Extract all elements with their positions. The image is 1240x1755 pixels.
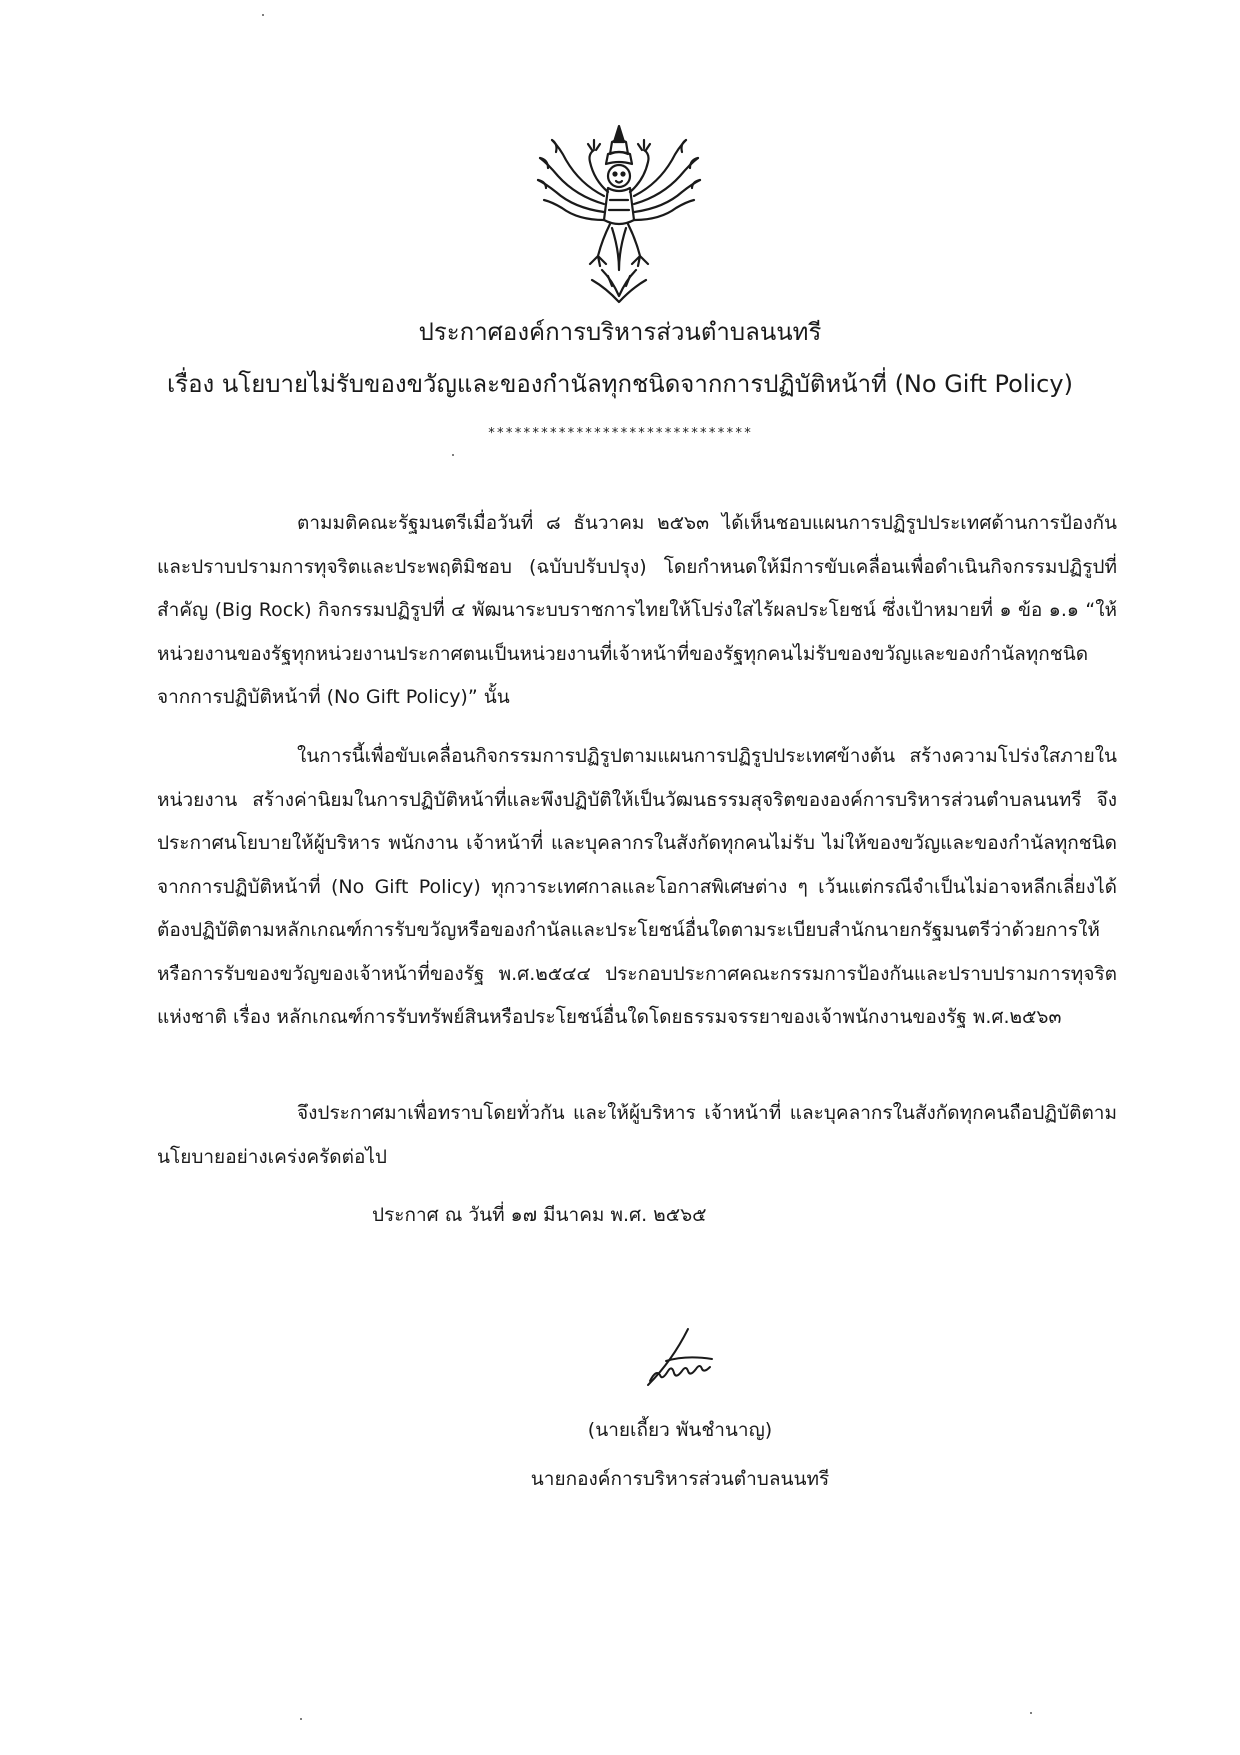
body-paragraph-2: ในการนี้เพื่อขับเคลื่อนกิจกรรมการปฏิรูปตามแผนการปฏิรูปประเทศข้างต้น สร้างความโปร่งใสภายในหน่วยงาน สร้างค่านิยมในการปฏิบัติหน้าที่และพึงปฏิบัติให้เป็นวัฒนธรรมสุจริตขององค์การบริหารส่วนตำบลนนทรี จึงประกาศนโยบายให้ผู้บริหาร พนักงาน เจ้าหน้าที่ และบุคลากรในสังกัดทุกคนไม่รับ ไม่ให้ของขวัญและของกำนัลทุกชนิดจากการปฏิบัติหน้าที่ (No Gift Policy) ทุกวาระเทศกาลและโอกาสพิเศษต่าง ๆ เว้นแต่กรณีจำเป็นไม่อาจหลีกเลี่ยงได้ ต้องปฏิบัติตามหลักเกณฑ์การรับขวัญหรือของกำนัลและประโยชน์อื่นใดตามระเบียบสำนักนายกรัฐมนตรีว่าด้วยการให้หรือการรับของขวัญของเจ้าหน้าที่ของรัฐ พ.ศ.๒๕๔๔ ประกอบประกาศคณะกรรมการป้องกันและปราบปรามการทุจริตแห่งชาติ เรื่อง หลักเกณฑ์การรับทรัพย์สินหรือประโยชน์อื่นใดโดยธรรมจรรยาของเจ้าพนักงานของรัฐ พ.ศ.๒๕๖๓ xyxy=(157,745,1117,1028)
scan-speck xyxy=(1030,1712,1032,1714)
handwritten-signature xyxy=(630,1325,730,1395)
title-separator: ****************************** xyxy=(487,426,753,441)
scan-speck xyxy=(452,454,454,456)
signatory-name: (นายเถี้ยว พันชำนาญ) xyxy=(587,1419,773,1441)
signatory-position: นายกองค์การบริหารส่วนตำบลนนทรี xyxy=(530,1468,830,1490)
garuda-emblem-icon xyxy=(532,120,707,305)
body-paragraph-3: จึงประกาศมาเพื่อทราบโดยทั่วกัน และให้ผู้บริหาร เจ้าหน้าที่ และบุคลากรในสังกัดทุกคนถือปฏิบัติตามนโยบายอย่างเคร่งครัดต่อไป xyxy=(157,1102,1117,1168)
announcement-title: ประกาศองค์การบริหารส่วนตำบลนนทรี xyxy=(418,318,822,346)
announcement-date: ประกาศ ณ วันที่ ๑๗ มีนาคม พ.ศ. ๒๕๖๕ xyxy=(372,1204,707,1226)
announcement-subject: เรื่อง นโยบายไม่รับของขวัญและของกำนัลทุกชนิดจากการปฏิบัติหน้าที่ (No Gift Policy) xyxy=(167,370,1073,398)
scan-speck xyxy=(300,1718,302,1720)
scan-speck xyxy=(262,14,264,16)
body-paragraph-1: ตามมติคณะรัฐมนตรีเมื่อวันที่ ๘ ธันวาคม ๒๕๖๓ ได้เห็นชอบแผนการปฏิรูปประเทศด้านการป้องกันและปราบปรามการทุจริตและประพฤติมิชอบ (ฉบับปรับปรุง) โดยกำหนดให้มีการขับเคลื่อนเพื่อดำเนินกิจกรรมปฏิรูปที่สำคัญ (Big Rock) กิจกรรมปฏิรูปที่ ๔ พัฒนาระบบราชการไทยให้โปร่งใสไร้ผลประโยชน์ ซึ่งเป้าหมายที่ ๑ ข้อ ๑.๑ “ให้หน่วยงานของรัฐทุกหน่วยงานประกาศตนเป็นหน่วยงานที่เจ้าหน้าที่ของรัฐทุกคนไม่รับของขวัญและของกำนัลทุกชนิดจากการปฏิบัติหน้าที่ (No Gift Policy)” นั้น xyxy=(157,512,1117,708)
